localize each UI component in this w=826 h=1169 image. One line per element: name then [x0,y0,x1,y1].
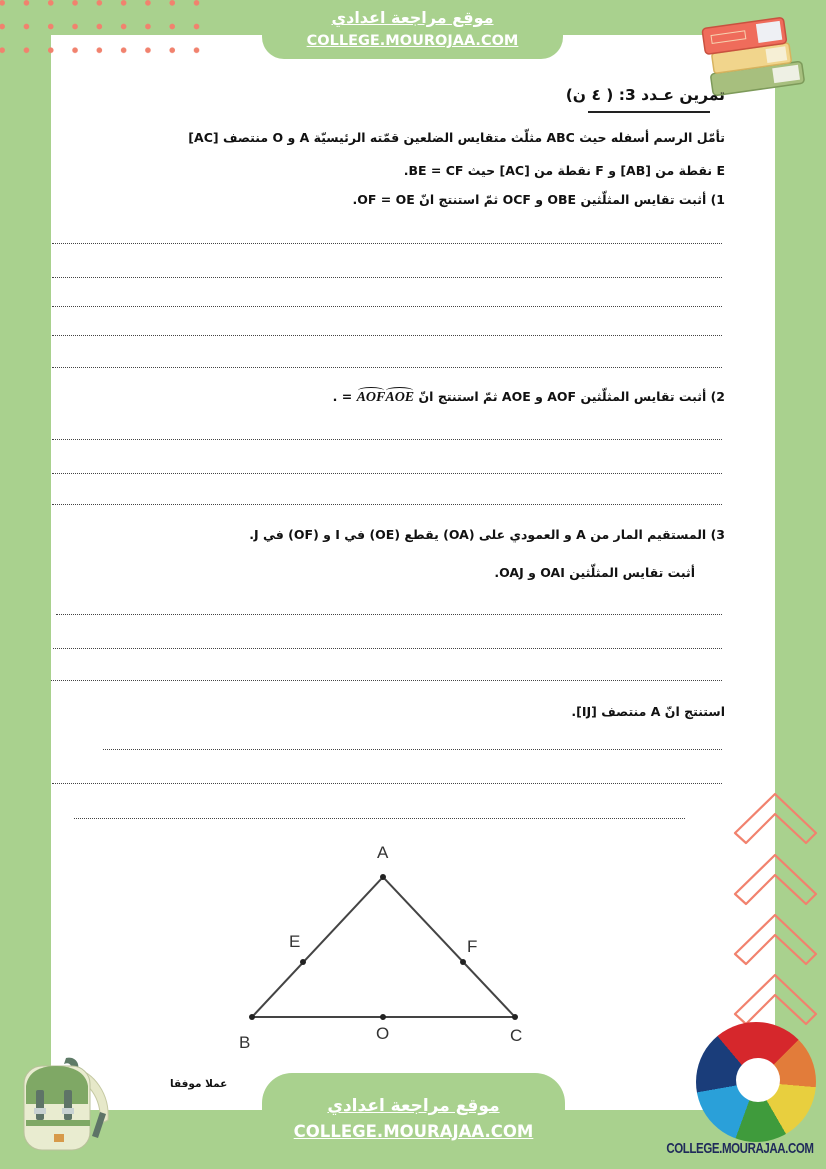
label-f: F [467,937,478,956]
footer-site-url[interactable]: COLLEGE.MOURAJAA.COM [293,1122,534,1141]
footer-banner[interactable] [262,1073,565,1169]
label-b: B [239,1033,251,1052]
label-o: O [376,1024,390,1043]
logo-caption[interactable]: COLLEGE.MOURAJAA.COM [666,1141,814,1157]
angle-aoe: AOE [385,390,415,405]
equation-prefix: . = [332,389,357,404]
footer-site-name[interactable]: موقع مراجعة اعدادي [327,1096,500,1116]
intro-line-1: تأمّل الرسم أسفله حيث ABC مثلّث متقايس الضلعين قمّته الرئيسيّة A و O منتصف [AC] [188,130,725,145]
question-2-text: 2) أثبت تقايس المثلّثين AOF و AOE ثمّ استنتج انّ [414,389,725,404]
question-3-a: أثبت تقايس المثلّثين OAI و OAJ. [494,565,695,580]
header-site-name[interactable]: موقع مراجعة اعدادي [331,8,494,27]
chevron-decorations [735,794,816,1024]
label-c: C [510,1026,523,1045]
intro-line-2: E نقطة من [AB] و F نقطة من [AC] حيث BE = CF. [403,163,725,178]
label-e: E [289,932,301,951]
question-1: 1) أثبت تقايس المثلّثين OBE و OCF ثمّ استنتج انّ OF = OE. [352,192,725,207]
closing-note: عملا موفقا [170,1078,228,1090]
label-a: A [377,843,389,862]
angle-aof: AOF [356,390,386,405]
header-site-url[interactable]: COLLEGE.MOUROJAA.COM [306,33,519,49]
site-logo-center [736,1058,780,1102]
exercise-title: تمرين عـدد 3: ( ٤ ن) [565,86,725,104]
question-3: 3) المستقيم المار من A و العمودي على (OA) يقطع (OE) في I و (OF) في J. [249,527,725,542]
question-3-b: استنتج انّ A منتصف [IJ]. [571,704,725,719]
backpack-icon [14,1054,114,1154]
